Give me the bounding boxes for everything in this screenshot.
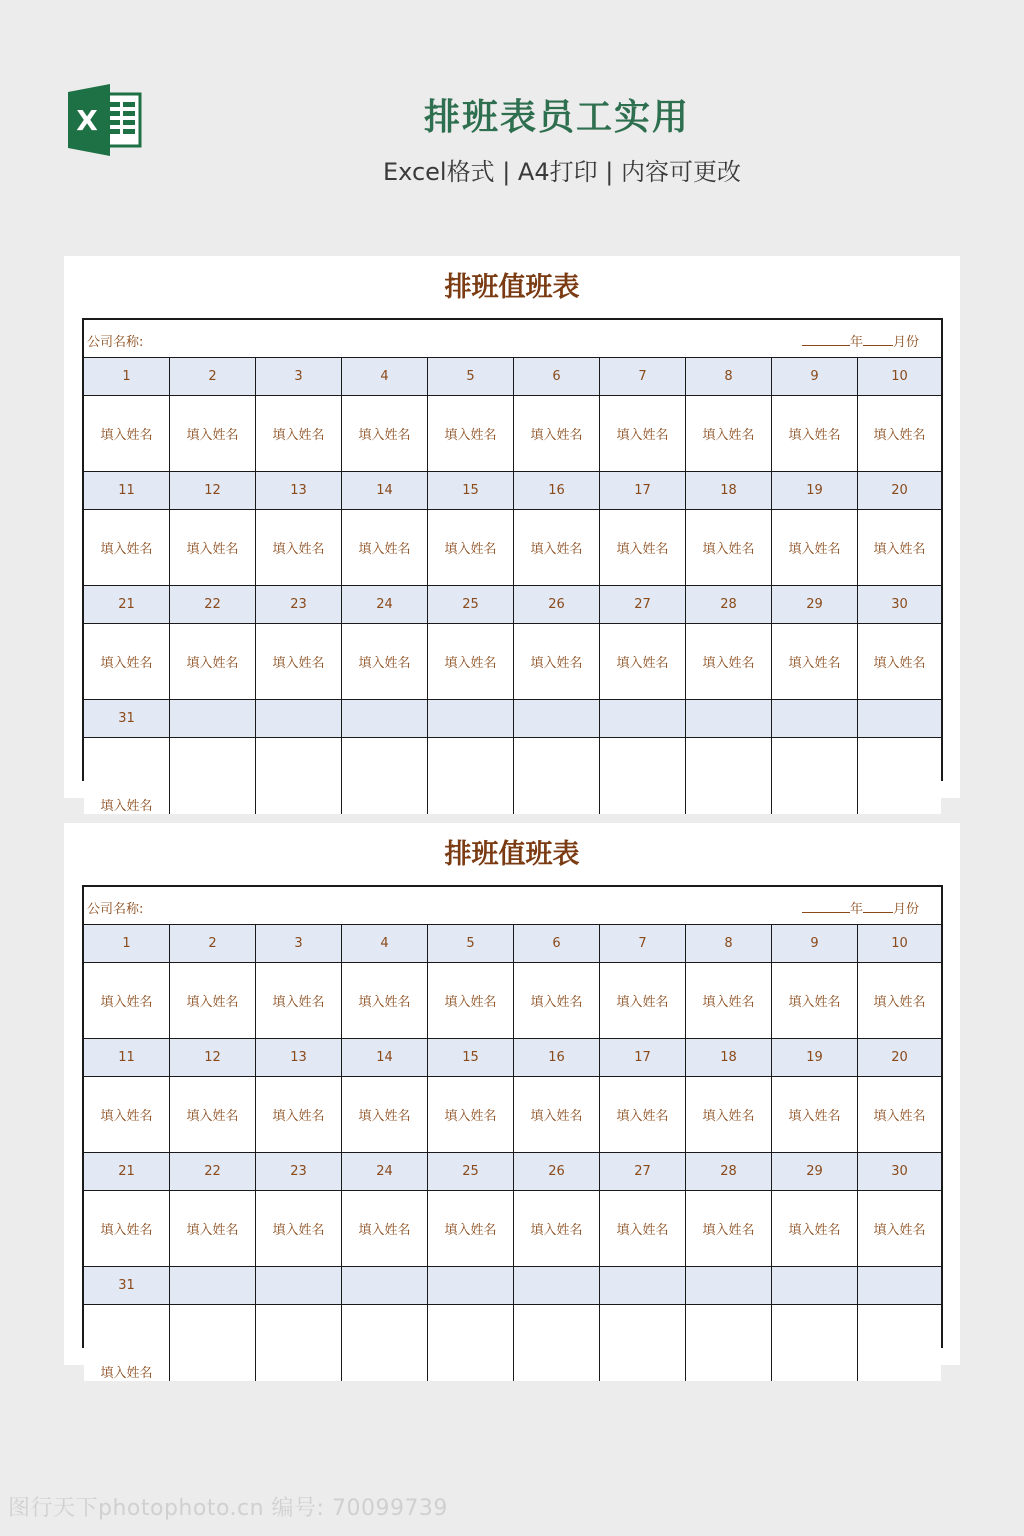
employee-name-cell[interactable]: 填入姓名 [428,624,514,699]
employee-name-cell[interactable]: 填入姓名 [84,1191,170,1266]
day-number-cell: 2 [170,925,256,962]
employee-name-cell[interactable]: 填入姓名 [686,1191,772,1266]
employee-name-cell[interactable] [428,738,514,814]
employee-name-row [84,396,941,472]
day-number-cell: 24 [342,1153,428,1190]
day-number-row [84,1267,941,1305]
employee-name-cell[interactable]: 填入姓名 [342,1191,428,1266]
employee-name-cell[interactable]: 填入姓名 [514,1191,600,1266]
employee-name-cell[interactable]: 填入姓名 [600,624,686,699]
employee-name-cell[interactable] [600,738,686,814]
year-label: 年 [849,902,863,917]
employee-name-cell[interactable]: 填入姓名 [600,963,686,1038]
schedule-grid [82,318,943,814]
day-number-cell: 26 [514,586,600,623]
day-number-cell [600,700,686,737]
employee-name-cell[interactable]: 填入姓名 [873,542,926,557]
schedule-rows [84,358,941,814]
schedule-grid [82,885,943,1381]
day-number-cell: 8 [686,358,772,395]
employee-name-cell[interactable]: 填入姓名 [686,510,772,585]
employee-name-cell[interactable]: 填入姓名 [514,1077,600,1152]
day-number-cell: 29 [772,1153,858,1190]
info-row [84,887,941,925]
day-number-cell: 14 [342,472,428,509]
schedule-sheet-1 [64,256,960,814]
employee-name-cell[interactable]: 填入姓名 [428,510,514,585]
employee-name-cell[interactable]: 填入姓名 [873,995,926,1010]
day-number-cell: 2 [170,358,256,395]
employee-name-cell[interactable]: 填入姓名 [84,396,170,471]
day-number-row [84,1153,941,1191]
employee-name-cell[interactable] [170,738,256,814]
year-blank[interactable] [802,900,850,913]
day-number-cell: 10 [891,936,908,951]
day-number-cell: 17 [600,1039,686,1076]
employee-name-cell[interactable]: 填入姓名 [428,396,514,471]
day-number-cell: 23 [256,1153,342,1190]
employee-name-cell[interactable]: 填入姓名 [600,1077,686,1152]
day-number-cell: 12 [170,1039,256,1076]
day-number-cell: 15 [428,1039,514,1076]
day-number-cell: 6 [514,925,600,962]
day-number-cell: 25 [428,1153,514,1190]
year-label: 年 [849,335,863,350]
employee-name-cell[interactable]: 填入姓名 [256,963,342,1038]
employee-name-cell[interactable]: 填入姓名 [772,510,858,585]
employee-name-cell[interactable]: 填入姓名 [514,510,600,585]
employee-name-cell[interactable]: 填入姓名 [342,396,428,471]
employee-name-cell[interactable]: 填入姓名 [256,396,342,471]
employee-name-cell[interactable]: 填入姓名 [686,963,772,1038]
day-number-cell: 1 [84,925,170,962]
day-number-cell: 31 [84,700,170,737]
day-number-cell [686,700,772,737]
day-number-cell: 8 [686,925,772,962]
day-number-cell: 9 [772,358,858,395]
day-number-cell: 30 [891,1164,908,1179]
employee-name-cell[interactable] [256,1305,342,1381]
employee-name-cell[interactable] [686,738,772,814]
day-number-cell [256,700,342,737]
company-name-label: 公司名称: [87,902,144,917]
day-number-cell: 15 [428,472,514,509]
day-number-cell: 22 [170,1153,256,1190]
day-number-cell: 27 [600,586,686,623]
employee-name-cell[interactable] [686,1305,772,1381]
day-number-cell: 24 [342,586,428,623]
day-number-cell: 30 [891,597,908,612]
employee-name-cell[interactable] [256,738,342,814]
employee-name-row [84,1077,941,1153]
day-number-cell: 11 [84,472,170,509]
day-number-cell: 18 [686,472,772,509]
employee-name-cell[interactable]: 填入姓名 [428,963,514,1038]
company-name-label: 公司名称: [87,335,144,350]
employee-name-cell[interactable] [514,1305,600,1381]
employee-name-cell[interactable]: 填入姓名 [256,510,342,585]
day-number-cell [342,1267,428,1304]
employee-name-cell[interactable]: 填入姓名 [428,1077,514,1152]
day-number-cell [514,700,600,737]
day-number-cell: 20 [891,483,908,498]
employee-name-cell[interactable]: 填入姓名 [84,1305,170,1381]
employee-name-cell[interactable] [600,1305,686,1381]
day-number-cell: 28 [686,1153,772,1190]
employee-name-cell[interactable]: 填入姓名 [342,624,428,699]
day-number-row [84,586,941,624]
sheet-title: 排班值班表 [444,272,580,303]
employee-name-row [84,1305,941,1381]
day-number-cell [686,1267,772,1304]
employee-name-cell[interactable] [858,1305,941,1381]
day-number-cell: 21 [84,1153,170,1190]
month-blank[interactable] [863,900,893,913]
day-number-cell [170,1267,256,1304]
employee-name-row [84,963,941,1039]
day-number-cell: 29 [772,586,858,623]
day-number-cell: 11 [84,1039,170,1076]
employee-name-cell[interactable] [342,738,428,814]
watermark: 图行天下photophoto.cn 编号: 70099739 [8,1496,448,1521]
day-number-cell: 7 [600,358,686,395]
employee-name-row [84,1191,941,1267]
day-number-row [84,358,941,396]
day-number-row [84,925,941,963]
employee-name-cell[interactable]: 填入姓名 [514,963,600,1038]
employee-name-cell[interactable] [858,738,941,814]
page-title: 排班表员工实用 [423,97,690,138]
day-number-cell [342,700,428,737]
day-number-cell: 1 [84,358,170,395]
day-number-cell: 19 [772,1039,858,1076]
day-number-cell: 22 [170,586,256,623]
day-number-cell: 12 [170,472,256,509]
year-month-label [802,898,919,917]
day-number-cell [858,700,941,737]
day-number-cell [772,1267,858,1304]
month-blank[interactable] [863,333,893,346]
page-subtitle: Excel格式 | A4打印 | 内容可更改 [383,158,741,186]
employee-name-cell[interactable] [514,738,600,814]
employee-name-cell[interactable]: 填入姓名 [84,738,170,814]
day-number-cell: 20 [891,1050,908,1065]
year-month-label [802,331,919,350]
employee-name-cell[interactable]: 填入姓名 [170,510,256,585]
employee-name-cell[interactable]: 填入姓名 [342,510,428,585]
employee-name-cell[interactable]: 填入姓名 [873,656,926,671]
employee-name-cell[interactable]: 填入姓名 [514,396,600,471]
day-number-cell: 6 [514,358,600,395]
employee-name-cell[interactable] [170,1305,256,1381]
employee-name-cell[interactable]: 填入姓名 [772,1077,858,1152]
day-number-cell: 26 [514,1153,600,1190]
day-number-cell: 18 [686,1039,772,1076]
year-blank[interactable] [802,333,850,346]
employee-name-cell[interactable] [428,1305,514,1381]
day-number-cell: 9 [772,925,858,962]
employee-name-cell[interactable]: 填入姓名 [84,510,170,585]
day-number-cell: 14 [342,1039,428,1076]
employee-name-cell[interactable]: 填入姓名 [873,1109,926,1124]
day-number-cell: 25 [428,586,514,623]
employee-name-cell[interactable]: 填入姓名 [686,624,772,699]
schedule-sheet-2 [64,823,960,1381]
day-number-cell: 28 [686,586,772,623]
employee-name-cell[interactable]: 填入姓名 [256,624,342,699]
employee-name-cell[interactable]: 填入姓名 [256,1077,342,1152]
day-number-cell: 3 [256,925,342,962]
day-number-cell: 21 [84,586,170,623]
employee-name-row [84,624,941,700]
employee-name-cell[interactable]: 填入姓名 [256,1191,342,1266]
employee-name-row [84,510,941,586]
day-number-cell [858,1267,941,1304]
day-number-cell: 10 [891,369,908,384]
day-number-cell [428,700,514,737]
day-number-cell [170,700,256,737]
employee-name-cell[interactable]: 填入姓名 [600,1191,686,1266]
month-label: 月份 [892,335,919,350]
day-number-cell: 17 [600,472,686,509]
day-number-cell: 5 [428,358,514,395]
day-number-cell: 4 [342,925,428,962]
employee-name-cell[interactable]: 填入姓名 [686,396,772,471]
day-number-cell: 19 [772,472,858,509]
employee-name-cell[interactable]: 填入姓名 [84,624,170,699]
day-number-cell [600,1267,686,1304]
employee-name-cell[interactable] [342,1305,428,1381]
info-row [84,320,941,358]
employee-name-cell[interactable]: 填入姓名 [428,1191,514,1266]
day-number-cell: 13 [256,1039,342,1076]
employee-name-cell[interactable]: 填入姓名 [170,1077,256,1152]
day-number-cell: 4 [342,358,428,395]
day-number-cell [428,1267,514,1304]
day-number-cell: 3 [256,358,342,395]
day-number-cell: 27 [600,1153,686,1190]
day-number-cell [772,700,858,737]
day-number-cell: 13 [256,472,342,509]
day-number-cell: 16 [514,472,600,509]
employee-name-cell[interactable]: 填入姓名 [170,963,256,1038]
employee-name-row [84,738,941,814]
employee-name-cell[interactable]: 填入姓名 [600,510,686,585]
schedule-rows [84,925,941,1381]
employee-name-cell[interactable]: 填入姓名 [84,963,170,1038]
svg-text:X: X [76,104,98,137]
employee-name-cell[interactable] [772,1305,858,1381]
employee-name-cell[interactable]: 填入姓名 [873,428,926,443]
day-number-cell: 7 [600,925,686,962]
employee-name-cell[interactable] [772,738,858,814]
employee-name-cell[interactable]: 填入姓名 [514,624,600,699]
employee-name-cell[interactable]: 填入姓名 [873,1223,926,1238]
employee-name-cell[interactable]: 填入姓名 [342,1077,428,1152]
day-number-row [84,1039,941,1077]
day-number-cell [514,1267,600,1304]
employee-name-cell[interactable]: 填入姓名 [772,963,858,1038]
day-number-cell: 16 [514,1039,600,1076]
employee-name-cell[interactable]: 填入姓名 [342,963,428,1038]
employee-name-cell[interactable]: 填入姓名 [170,624,256,699]
day-number-cell: 23 [256,586,342,623]
employee-name-cell[interactable]: 填入姓名 [84,1077,170,1152]
employee-name-cell[interactable]: 填入姓名 [772,396,858,471]
employee-name-cell[interactable]: 填入姓名 [600,396,686,471]
employee-name-cell[interactable]: 填入姓名 [170,396,256,471]
day-number-cell: 5 [428,925,514,962]
day-number-row [84,472,941,510]
day-number-cell: 31 [84,1267,170,1304]
employee-name-cell[interactable]: 填入姓名 [772,1191,858,1266]
sheet-title: 排班值班表 [444,839,580,870]
day-number-row [84,700,941,738]
month-label: 月份 [892,902,919,917]
day-number-cell [256,1267,342,1304]
employee-name-cell[interactable]: 填入姓名 [686,1077,772,1152]
employee-name-cell[interactable]: 填入姓名 [772,624,858,699]
employee-name-cell[interactable]: 填入姓名 [170,1191,256,1266]
